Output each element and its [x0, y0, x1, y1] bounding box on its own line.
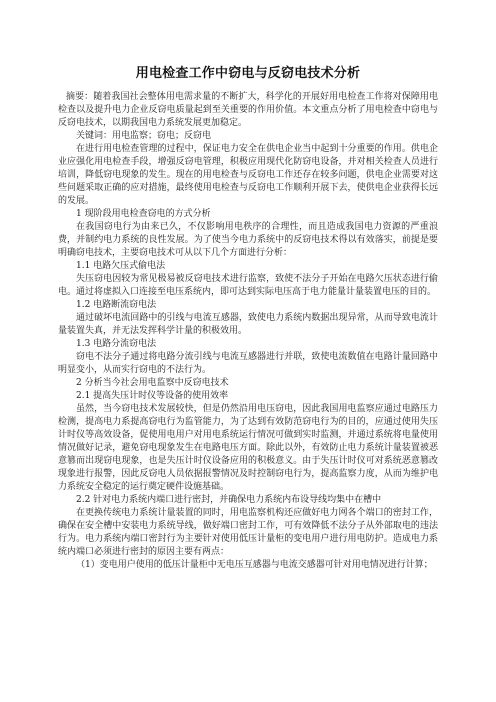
- subsection-heading: 2.2 针对电力系统内端口进行密封，并确保电力系统内布设导线均集中在槽中: [76, 495, 382, 505]
- subsection-heading: 1.1 电路欠压式偷电法: [76, 261, 166, 271]
- article-body: [58, 91, 438, 572]
- section-heading: 1 现阶段用电检查窃电的方式分析: [76, 209, 211, 219]
- paragraph: 失压窃电因较为常见极易被反窃电技术进行监察，致使不法分子开始在电路欠压状态进行偷电。通过将虚拟入口连接至电压系统内，即可达到实际电压高于电力能量计量装置电压的目的。: [58, 274, 438, 297]
- paragraph: 关键词：用电监察；窃电；反窃电: [76, 131, 212, 141]
- paragraph: 在我国窃电行为由来已久，不仅影响用电秩序的合理性，而且造成我国电力资源的严重浪费，并制约电力系统的良性发展。为了使当今电力系统中的反窃电技术得以有效落实，前提是要明确窃电技术，主要窃电技术可从以下几个方面进行分析：: [58, 222, 438, 258]
- subsection-heading: 1.3 电路分流窃电法: [76, 339, 157, 349]
- section-heading: 2 分析当今社会用电监察中反窃电技术: [76, 378, 229, 388]
- paragraph: 在进行用电检查管理的过程中，保证电力安全在供电企业当中起到十分重要的作用。供电企业应强化用电检查手段，增强反窃电管理，积极应用现代化防窃电设备，并对相关检查人员进行培训，降低窃电现象的发生。现在的用电检查与反窃电工作还存在较多问题，供电企业需要对这些问题采取正确的应对措施，最终使用电检查与反窃电工作顺利开展下去，使供电企业获得长远的发展。: [58, 144, 438, 206]
- paragraph: 虽然，当今窃电技术发展较快，但是仍然沿用电压窃电，因此我国用电监察应通过电路压力检测，提高电力系提高窃电行为监管能力，为了达到有效防范窃电行为的目的，应通过使用失压计时仪等高效设备，促使用电用户对用电系统运行情况可做到实时监测，并通过系统将电量使用情况做好记录，避免窃电现象发生在电路电压方面。除此以外，有效防止电力系统计量装置被恶意篡而出现窃电现象，也是失压计时仪设备应用的积极意义。由于失压计时仪可对系统恶意篡改现象进行报警，因此反窃电人员依据报警情况及时控制窃电行为，提高监察力度，从而为维护电力系统安全稳定的运行奠定硬件设施基础。: [58, 404, 438, 492]
- paragraph: 通过破坏电流回路中的引线与电流互感器，致使电力系统内数据出现异常，从而导致电流计量装置失真，并无法发挥科学计量的积极效用。: [58, 313, 438, 336]
- paragraph: 摘要：随着我国社会整体用电需求量的不断扩大，科学化的开展好用电检查工作将对保障用电检查以及提升电力企业反窃电质量起到至关重要的作用价值。本文重点分析了用电检查中窃电与反窃电技术，以期我国电力系统发展更加稳定。: [58, 92, 438, 128]
- page-title: 用电检查工作中窃电与反窃电技术分析: [135, 66, 361, 81]
- paragraph: （1）变电用户使用的低压计量柜中无电压互感器与电流交感器可针对用电情况进行计算；: [76, 560, 433, 570]
- paragraph: 窃电不法分子通过将电路分流引线与电流互感器进行并联，致使电流数值在电路计量回路中明显变小，从而实行窃电的不法行为。: [58, 352, 438, 375]
- paragraph: 在更换传统电力系统计量装置的同时，用电监察机构还应做好电力网各个端口的密封工作，确保在安全槽中安装电力系统导线，做好端口密封工作，可有效降低不法分子从外部取电的违法行为。电力系统内端口密封行为主要针对使用低压计量柜的变电用户进行用电防护。造成电力系统内端口必须进行密封的原因主要有两点：: [58, 508, 438, 557]
- subsection-heading: 2.1 提高失压计时仪等设备的使用效率: [76, 391, 229, 401]
- subsection-heading: 1.2 电路断流窃电法: [76, 300, 157, 310]
